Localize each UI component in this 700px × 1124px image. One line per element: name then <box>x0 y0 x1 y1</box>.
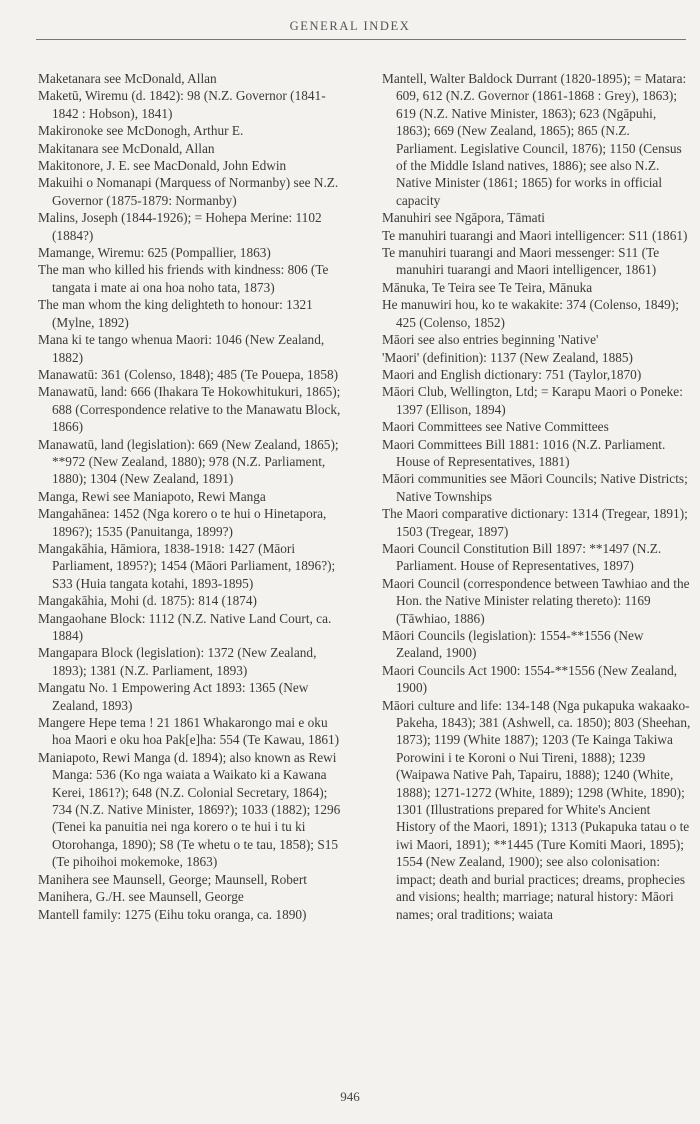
index-entry: Makitonore, J. E. see MacDonald, John Edwin <box>38 158 287 174</box>
index-entry: Maori and English dictionary: 751 (Taylor,1870) <box>382 366 642 382</box>
index-entry: Manga, Rewi see Maniapoto, Rewi Manga <box>38 488 266 504</box>
index-entry: Manihera, G./H. see Maunsell, George <box>38 889 244 905</box>
index-entry: Maori Committees Bill 1881: 1016 (N.Z. Parliament. House of Representatives, 1881) <box>382 436 666 469</box>
index-entry: Mana ki te tango whenua Maori: 1046 (New Zealand, 1882) <box>38 332 325 365</box>
index-entry: Manawatū, land: 666 (Ihakara Te Hokowhitukuri, 1865); 688 (Correspondence relative to the Manawatu Block, 1866) <box>38 384 341 435</box>
index-entry: Mangahānea: 1452 (Nga korero o te hui o Hinetapora, 1896?); 1535 (Panuitanga, 1899?) <box>38 506 327 539</box>
index-entry: Mangaohane Block: 1112 (N.Z. Native Land Court, ca. 1884) <box>38 610 332 643</box>
index-entry: Makitanara see McDonald, Allan <box>38 140 215 156</box>
index-entry: The Maori comparative dictionary: 1314 (Tregear, 1891); 1503 (Tregear, 1897) <box>382 506 688 539</box>
index-entry: Mangapara Block (legislation): 1372 (New Zealand, 1893); 1381 (N.Z. Parliament, 1893) <box>38 645 317 678</box>
index-entry: Manuhiri see Ngāpora, Tāmati <box>382 210 545 226</box>
index-entry: Mamange, Wiremu: 625 (Pompallier, 1863) <box>38 245 271 261</box>
index-entry: Maketanara see McDonald, Allan <box>38 71 217 86</box>
index-entry: Maniapoto, Rewi Manga (d. 1894); also known as Rewi Manga: 536 (Ko nga waiata a Waikato ki a Kawana Kerei, 1861?); 648 (N.Z. Colonial Secretary, 1864); 734 (N.Z. Native Minister, 1869?); 1033 (1882); 1296 (Tenei ka panuitia nei nga korero o te hui i tu ki Otorohanga, 1890); S8 (Te whetu o te tau, 1858); S15 (Te pihoihoi mokemoke, 1863) <box>38 749 341 870</box>
index-entry: Manawatū: 361 (Colenso, 1848); 485 (Te Pouepa, 1858) <box>38 366 339 382</box>
index-entry: Manawatū, land (legislation): 669 (New Zealand, 1865); **972 (New Zealand, 1880); 978 (N.Z. Parliament, 1880); 1304 (New Zealand, 1891) <box>38 436 339 487</box>
page-header: GENERAL INDEX <box>289 19 411 33</box>
index-entry: Mangakāhia, Hāmiora, 1838-1918: 1427 (Māori Parliament, 1895?); 1454 (Māori Parliament, 1896?); S33 (Huia tangata kotahi, 1893-1895) <box>38 540 336 591</box>
index-entry: Māori communities see Māori Councils; Native Districts; Native Townships <box>382 471 688 504</box>
index-entry: Malins, Joseph (1844-1926); = Hohepa Merine: 1102 (1884?) <box>38 210 322 243</box>
index-entry: Mangatu No. 1 Empowering Act 1893: 1365 (New Zealand, 1893) <box>38 680 309 713</box>
index-entry: Mangere Hepe tema ! 21 1861 Whakarongo mai e oku hoa Maori e oku hoa Pak[e]ha: 554 (Te Kawau, 1861) <box>38 715 340 748</box>
page-number: 946 <box>340 1089 360 1104</box>
index-entry: Māori Councils (legislation): 1554-**1556 (New Zealand, 1900) <box>382 628 644 661</box>
index-entry: Mantell family: 1275 (Eihu toku oranga, ca. 1890) <box>38 906 307 922</box>
index-column-left <box>38 70 350 923</box>
index-column-right <box>382 70 692 923</box>
index-entry: Maori Council (correspondence between Tawhiao and the Hon. the Native Minister relating thereto): 1169 (Tāwhiao, 1886) <box>382 575 690 626</box>
index-entry: Maori Councils Act 1900: 1554-**1556 (New Zealand, 1900) <box>382 662 678 696</box>
index-entry: Te manuhiri tuarangi and Maori intelligencer: S11 (1861) <box>382 227 688 243</box>
index-entry: Mangakāhia, Mohi (d. 1875): 814 (1874) <box>38 593 257 609</box>
index-entry: Māori see also entries beginning 'Native' <box>382 332 599 348</box>
index-entry: 'Maori' (definition): 1137 (New Zealand, 1885) <box>382 349 633 365</box>
index-entry: Mānuka, Te Teira see Te Teira, Mānuka <box>382 279 593 295</box>
index-entry: The man whom the king delighteth to honour: 1321 (Mylne, 1892) <box>38 297 313 330</box>
index-entry: Makironoke see McDonogh, Arthur E. <box>38 123 244 139</box>
index-entry: Manihera see Maunsell, George; Maunsell, Robert <box>38 871 307 887</box>
index-entry: Māori culture and life: 134-148 (Nga pukapuka wakaako-Pakeha, 1843); 381 (Ashwell, ca. 1850); 803 (Sheehan, 1873); 1199 (White 1887); 1203 (Te Kainga Takiwa Porowini i te Koroni o Nui Tireni, 1888); 1239 (Waipawa Native Pah, Tapairu, 1888); 1240 (White, 1888); 1271-1272 (White, 1889); 1298 (White, 1890); 1301 (Illustrations prepared for White's Ancient History of the Maori, 1891); 1313 (Pukapuka tatau o te iwi Maori, 1891); **1445 (Ture Komiti Maori, 1895); 1554 (New Zealand, 1900); see also colonisation: impact; death and burial practices; dreams, prophecies and visions; health; marriage; natural history: Māori names; oral traditions; waiata <box>382 697 691 922</box>
index-entry: He manuwiri hou, ko te wakakite: 374 (Colenso, 1849); 425 (Colenso, 1852) <box>382 297 679 330</box>
index-entry: Maori Council Constitution Bill 1897: **1497 (N.Z. Parliament. House of Representatives, 1897) <box>382 540 662 574</box>
index-entry: The man who killed his friends with kindness: 806 (Te tangata i mate ai ona hoa noho tata, 1873) <box>38 262 329 295</box>
index-entry: Māori Club, Wellington, Ltd; = Karapu Maori o Poneke: 1397 (Ellison, 1894) <box>382 384 683 417</box>
index-entry: Maketū, Wiremu (d. 1842): 98 (N.Z. Governor (1841-1842 : Hobson), 1841) <box>38 88 326 121</box>
index-entry: Maori Committees see Native Committees <box>382 419 609 435</box>
header-rule <box>36 39 686 40</box>
index-entry: Mantell, Walter Baldock Durrant (1820-1895); = Matara: 609, 612 (N.Z. Governor (1861-1868 : Grey), 1863); 619 (N.Z. Native Minister, 1863); 623 (Ngāpuhi, 1863); 669 (New Zealand, 1865); 865 (N.Z. Parliament. Legislative Council, 1876); 1150 (Census of the Middle Island natives, 1886); see also N.Z. Native Minister (1861; 1865) for works in official capacity <box>382 71 687 208</box>
index-entry: Te manuhiri tuarangi and Maori messenger: S11 (Te manuhiri tuarangi and Maori intelligencer, 1861) <box>382 245 660 278</box>
index-entry: Makuihi o Nomanapi (Marquess of Normanby) see N.Z. Governor (1875-1879: Normanby) <box>38 175 339 208</box>
